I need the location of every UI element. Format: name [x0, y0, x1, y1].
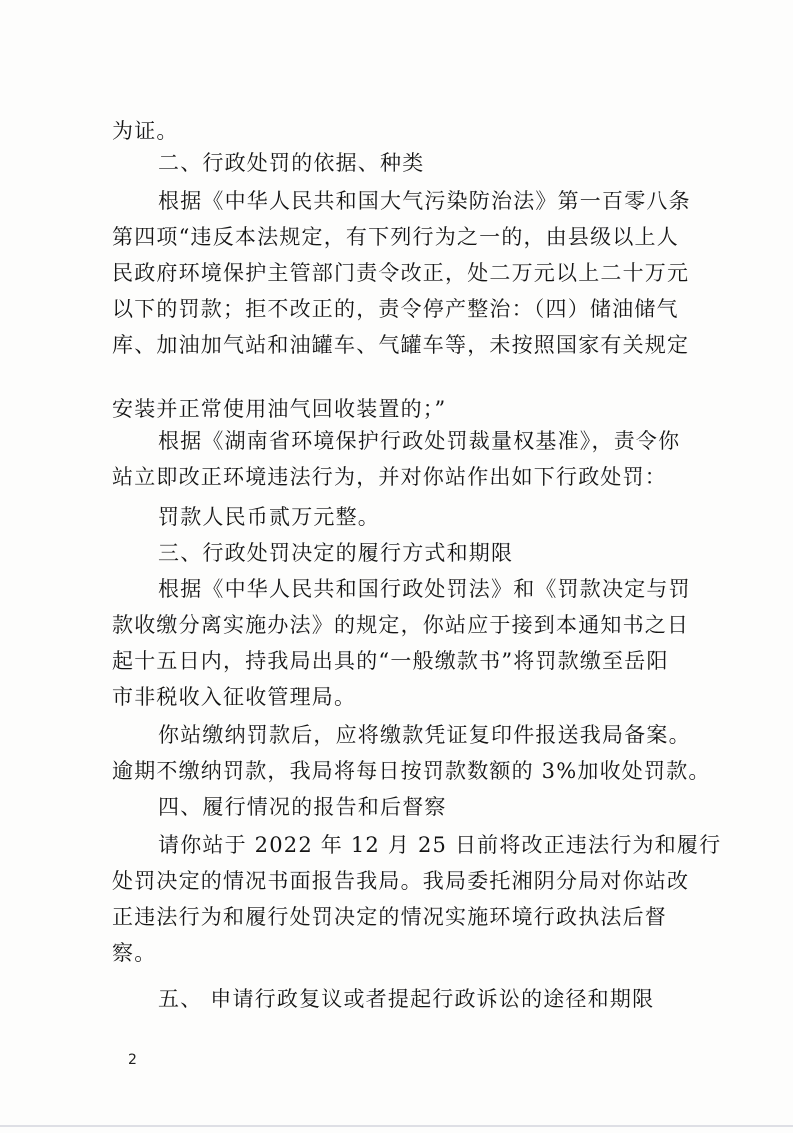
text-line: 你站缴纳罚款后，应将缴款凭证复印件报送我局备案。: [158, 723, 691, 747]
section-heading-4: 四、履行情况的报告和后督察: [158, 795, 447, 819]
text-line: 民政府环境保护主管部门责令改正，处二万元以上二十万元: [112, 261, 690, 285]
text-line: 为证。: [112, 119, 179, 143]
text-line: 安装并正常使用油气回收装置的；”: [112, 397, 447, 421]
scan-edge-divider: [0, 1125, 793, 1127]
text-line: 罚款人民币贰万元整。: [158, 505, 380, 529]
text-line: 正违法行为和履行处罚决定的情况实施环境行政执法后督: [112, 905, 667, 929]
section-heading-3: 三、行政处罚决定的履行方式和期限: [158, 541, 514, 565]
text-line: 处罚决定的情况书面报告我局。我局委托湘阴分局对你站改: [112, 869, 690, 893]
text-line: 第四项“违反本法规定，有下列行为之一的，由县级以上人: [112, 225, 679, 249]
text-line: 察。: [112, 941, 157, 965]
page-number: 2: [128, 1052, 137, 1068]
text-line: 站立即改正环境违法行为，并对你站作出如下行政处罚：: [112, 465, 667, 489]
text-line: 库、加油加气站和油罐车、气罐车等，未按照国家有关规定: [112, 333, 690, 357]
text-line: 款收缴分离实施办法》的规定，你站应于接到本通知书之日: [112, 613, 690, 637]
section-heading-5: 五、 申请行政复议或者提起行政诉讼的途径和期限: [158, 987, 655, 1011]
text-line: 请你站于 2022 年 12 月 25 日前将改正违法行为和履行: [158, 833, 722, 857]
text-line: 起十五日内，持我局出具的“一般缴款书”将罚款缴至岳阳: [112, 649, 669, 673]
text-line: 根据《湖南省环境保护行政处罚裁量权基准》，责令你: [158, 429, 681, 453]
text-line: 根据《中华人民共和国大气污染防治法》第一百零八条: [158, 189, 691, 213]
text-line: 市非税收入征收管理局。: [112, 685, 357, 709]
section-heading-2: 二、行政处罚的依据、种类: [158, 151, 425, 175]
text-line: 以下的罚款；拒不改正的，责令停产整治：（四）储油储气: [112, 297, 679, 321]
text-line: 根据《中华人民共和国行政处罚法》和《罚款决定与罚: [158, 577, 691, 601]
text-line: 逾期不缴纳罚款，我局将每日按罚款数额的 3%加收处罚款。: [112, 759, 711, 783]
